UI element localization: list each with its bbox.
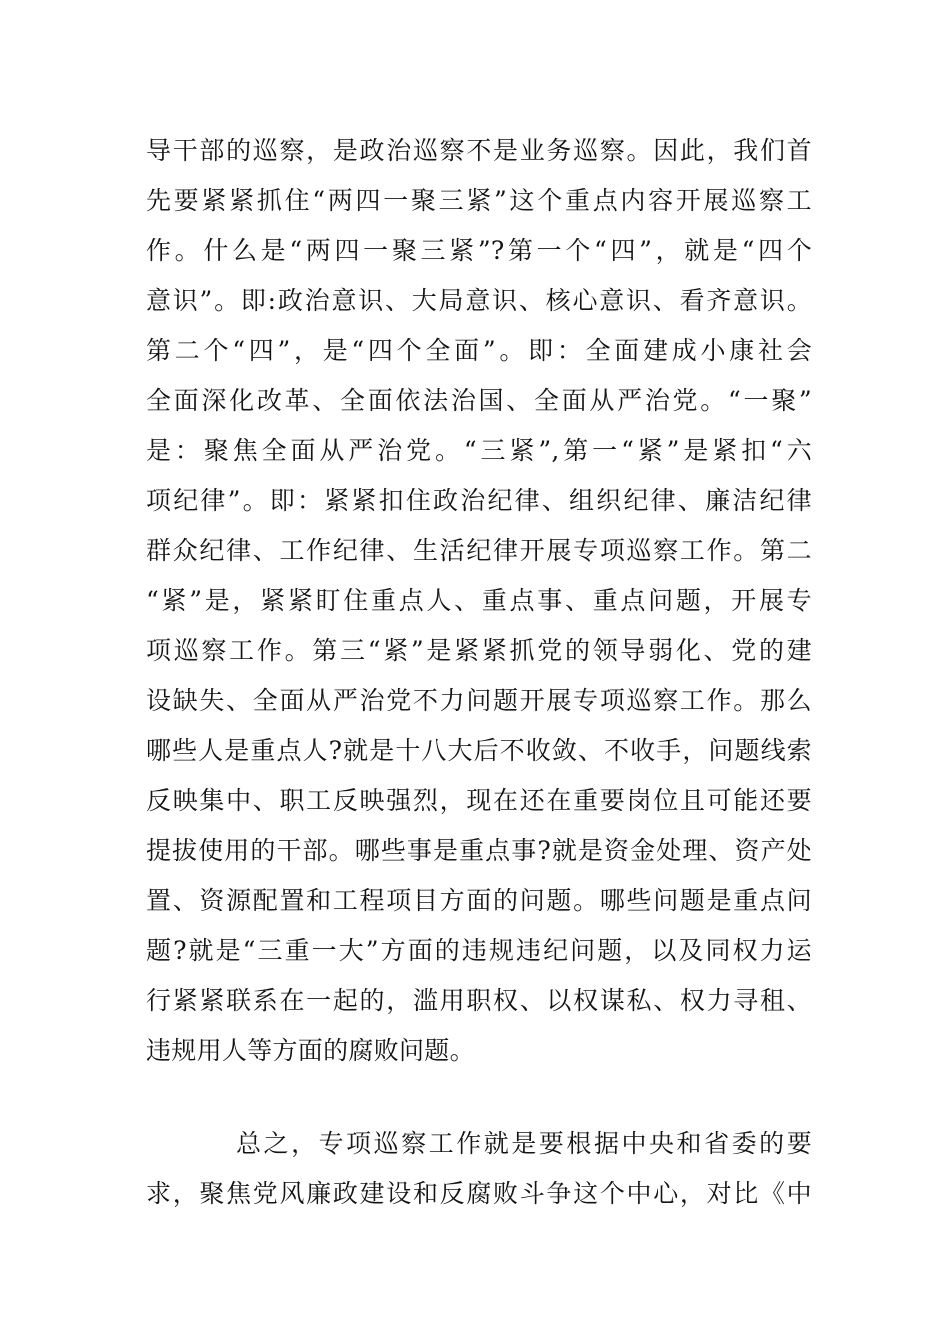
paragraph-line: 设缺失、全面从严治党不力问题开展专项巡察工作。那么 (146, 686, 812, 715)
paragraph-line: 是：聚焦全面从严治党。“三紧”,第一“紧”是紧扣“六 (146, 436, 812, 465)
paragraph-line: 置、资源配置和工程项目方面的问题。哪些问题是重点问 (146, 886, 812, 915)
paragraph-line-last: 违规用人等方面的腐败问题。 (146, 1036, 475, 1065)
paragraph-line: 作。什么是“两四一聚三紧”?第一个“四”，就是“四个 (146, 236, 812, 265)
paragraph-line-indented: 总之，专项巡察工作就是要根据中央和省委的要 (236, 1129, 812, 1158)
paragraph-line: “紧”是，紧紧盯住重点人、重点事、重点问题，开展专 (146, 586, 812, 615)
paragraph-line: 意识”。即:政治意识、大局意识、核心意识、看齐意识。 (146, 286, 812, 315)
paragraph-line: 哪些人是重点人?就是十八大后不收敛、不收手，问题线索 (146, 736, 812, 765)
body-paragraph-1 (146, 126, 812, 1076)
paragraph-line: 题?就是“三重一大”方面的违规违纪问题，以及同权力运 (146, 936, 812, 965)
paragraph-line: 先要紧紧抓住“两四一聚三紧”这个重点内容开展巡察工 (146, 186, 812, 215)
body-paragraph-2 (146, 1119, 812, 1219)
paragraph-line: 群众纪律、工作纪律、生活纪律开展专项巡察工作。第二 (146, 536, 812, 565)
paragraph-line: 行紧紧联系在一起的，滥用职权、以权谋私、权力寻租、 (146, 986, 812, 1015)
paragraph-line: 反映集中、职工反映强烈，现在还在重要岗位且可能还要 (146, 786, 812, 815)
paragraph-line: 第二个“四”，是“四个全面”。即：全面建成小康社会 (146, 336, 812, 365)
paragraph-line: 项巡察工作。第三“紧”是紧紧抓党的领导弱化、党的建 (146, 636, 812, 665)
paragraph-line: 求，聚焦党风廉政建设和反腐败斗争这个中心，对比《中 (146, 1179, 812, 1208)
paragraph-line: 导干部的巡察，是政治巡察不是业务巡察。因此，我们首 (146, 136, 812, 165)
paragraph-line: 全面深化改革、全面依法治国、全面从严治党。“一聚” (146, 386, 812, 415)
paragraph-line: 项纪律”。即：紧紧扣住政治纪律、组织纪律、廉洁纪律 (146, 486, 812, 515)
paragraph-line: 提拔使用的干部。哪些事是重点事?就是资金处理、资产处 (146, 836, 812, 865)
